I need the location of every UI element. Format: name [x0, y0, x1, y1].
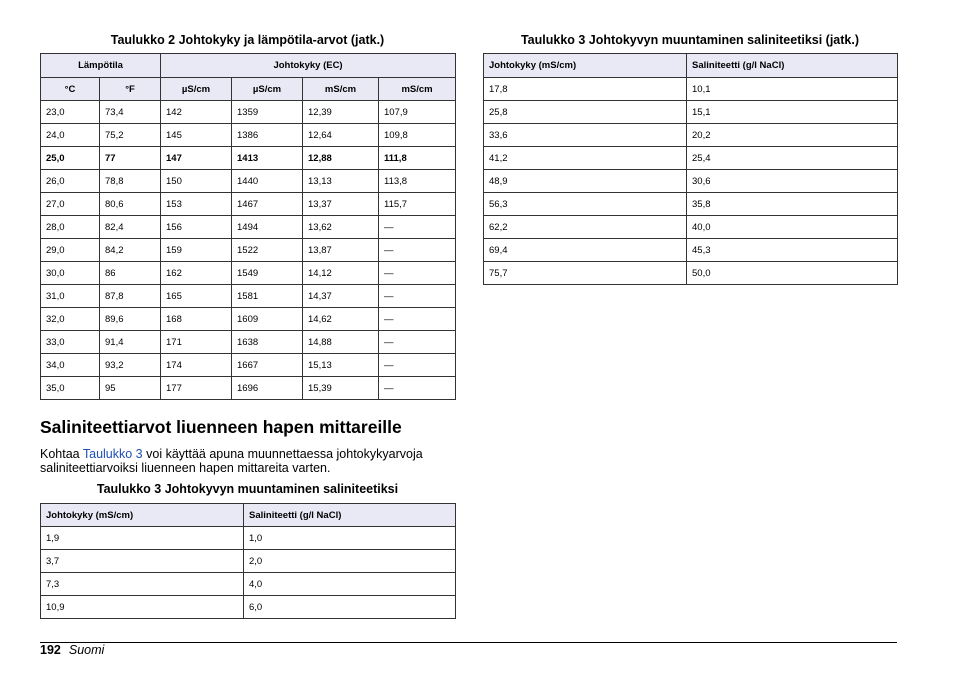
table-cell: 45,3 [687, 239, 898, 262]
table-cell: 1359 [232, 101, 303, 124]
table-cell: 33,6 [484, 124, 687, 147]
table-cell: 115,7 [379, 193, 456, 216]
table-cell: 35,8 [687, 193, 898, 216]
table-cell: 2,0 [244, 550, 456, 573]
table-cell: 1494 [232, 216, 303, 239]
table-row [41, 331, 456, 354]
table-cell: 159 [161, 239, 232, 262]
section-paragraph [40, 447, 460, 475]
table-cell: — [379, 331, 456, 354]
table-cell: 14,62 [303, 308, 379, 331]
table-cell: 174 [161, 354, 232, 377]
table-cell: 13,37 [303, 193, 379, 216]
table-row [484, 193, 898, 216]
table-cell: 24,0 [41, 124, 100, 147]
table-cell: 69,4 [484, 239, 687, 262]
table-cell: 23,0 [41, 101, 100, 124]
table-cell: 40,0 [687, 216, 898, 239]
table-cell: 1667 [232, 354, 303, 377]
table-row [41, 573, 456, 596]
page-number: 192 [40, 643, 61, 657]
table-row [484, 239, 898, 262]
table-cell: 171 [161, 331, 232, 354]
table-row [484, 124, 898, 147]
table-row [41, 596, 456, 619]
column-header: mS/cm [303, 78, 379, 101]
table-cell: 156 [161, 216, 232, 239]
table-cell: 12,88 [303, 147, 379, 170]
table-cell: 111,8 [379, 147, 456, 170]
table-cell: 1638 [232, 331, 303, 354]
table-row [41, 308, 456, 331]
table-cell: — [379, 308, 456, 331]
table-row [41, 101, 456, 124]
column-header: Saliniteetti (g/l NaCl) [687, 54, 898, 78]
table-cell: 147 [161, 147, 232, 170]
table3-link[interactable]: Taulukko 3 [82, 447, 143, 461]
table-cell: 145 [161, 124, 232, 147]
table-row [484, 101, 898, 124]
table-cell: — [379, 354, 456, 377]
table-cell: 62,2 [484, 216, 687, 239]
table-cell: 82,4 [100, 216, 161, 239]
column-header: µS/cm [161, 78, 232, 101]
table-cell: 1467 [232, 193, 303, 216]
table-cell: 95 [100, 377, 161, 400]
table-cell: 15,39 [303, 377, 379, 400]
table3-caption: Taulukko 3 Johtokyvyn muuntaminen saliniteetiksi [96, 482, 399, 496]
table-cell: 1549 [232, 262, 303, 285]
table-cell: 15,1 [687, 101, 898, 124]
table-cell: 78,8 [100, 170, 161, 193]
table-cell: 3,7 [41, 550, 244, 573]
table-row [41, 193, 456, 216]
table-cell: 1522 [232, 239, 303, 262]
table-row [41, 216, 456, 239]
table-row [41, 147, 456, 170]
table-cell: 50,0 [687, 262, 898, 285]
table-cell: 153 [161, 193, 232, 216]
table-cell: 93,2 [100, 354, 161, 377]
table-cell: — [379, 262, 456, 285]
temperature-conductivity-table [40, 53, 456, 400]
paragraph-text-before: Kohtaa [40, 447, 83, 461]
table-cell: 113,8 [379, 170, 456, 193]
page-footer [40, 643, 104, 657]
column-header: °C [41, 78, 100, 101]
table-cell: 91,4 [100, 331, 161, 354]
column-header: µS/cm [232, 78, 303, 101]
table-cell: 20,2 [687, 124, 898, 147]
table-cell: 25,4 [687, 147, 898, 170]
table-cell: 142 [161, 101, 232, 124]
table-cell: 31,0 [41, 285, 100, 308]
table-cell: 7,3 [41, 573, 244, 596]
table-cell: 26,0 [41, 170, 100, 193]
table-cell: — [379, 216, 456, 239]
table-cell: — [379, 285, 456, 308]
table-cell: 29,0 [41, 239, 100, 262]
table-cell: 86 [100, 262, 161, 285]
table-cell: 1696 [232, 377, 303, 400]
table-row [484, 262, 898, 285]
column-header: Johtokyky (mS/cm) [484, 54, 687, 78]
table-cell: 28,0 [41, 216, 100, 239]
table-cell: 1440 [232, 170, 303, 193]
table-cell: 4,0 [244, 573, 456, 596]
footer-rule [40, 642, 897, 643]
table-cell: 1581 [232, 285, 303, 308]
table-cell: 177 [161, 377, 232, 400]
table-cell: 13,87 [303, 239, 379, 262]
table-cell: 30,6 [687, 170, 898, 193]
footer-language: Suomi [68, 643, 105, 657]
table-cell: 15,13 [303, 354, 379, 377]
table-cell: 34,0 [41, 354, 100, 377]
table-row [41, 285, 456, 308]
table-cell: — [379, 377, 456, 400]
table-cell: 75,2 [100, 124, 161, 147]
table-row [41, 239, 456, 262]
table-row [484, 170, 898, 193]
table-cell: 84,2 [100, 239, 161, 262]
table-cell: 33,0 [41, 331, 100, 354]
table3-continued-caption: Taulukko 3 Johtokyvyn muuntaminen saliniteetiksi (jatk.) [520, 33, 860, 47]
table-cell: 89,6 [100, 308, 161, 331]
salinity-table [40, 503, 456, 619]
table-cell: 30,0 [41, 262, 100, 285]
table-cell: 168 [161, 308, 232, 331]
table-row [41, 377, 456, 400]
table-cell: 14,37 [303, 285, 379, 308]
table-row [41, 170, 456, 193]
salinity-table-continued [483, 53, 898, 285]
column-header: mS/cm [379, 78, 456, 101]
table-cell: 27,0 [41, 193, 100, 216]
table-cell: 80,6 [100, 193, 161, 216]
table-row [484, 216, 898, 239]
table-cell: 14,12 [303, 262, 379, 285]
table-cell: 77 [100, 147, 161, 170]
conductivity-group-header: Johtokyky (EC) [161, 54, 456, 78]
table-cell: 162 [161, 262, 232, 285]
table-cell: 10,9 [41, 596, 244, 619]
table-row [41, 124, 456, 147]
table-row [41, 527, 456, 550]
column-header: Johtokyky (mS/cm) [41, 504, 244, 527]
column-header: °F [100, 78, 161, 101]
table-cell: 35,0 [41, 377, 100, 400]
table-cell: 12,64 [303, 124, 379, 147]
table-row [484, 147, 898, 170]
paragraph-text-after: voi käyttää apuna muunnettaessa johtokykyarvoja saliniteettiarvoiksi liuenneen hapen mittareita varten. [40, 447, 423, 475]
column-header: Saliniteetti (g/l NaCl) [244, 504, 456, 527]
table-cell: 56,3 [484, 193, 687, 216]
table-row [41, 354, 456, 377]
table-cell: 1609 [232, 308, 303, 331]
table-cell: 41,2 [484, 147, 687, 170]
table-cell: 17,8 [484, 78, 687, 101]
table-cell: 25,0 [41, 147, 100, 170]
temperature-group-header: Lämpötila [41, 54, 161, 78]
table-cell: 25,8 [484, 101, 687, 124]
table-cell: 12,39 [303, 101, 379, 124]
table-cell: 87,8 [100, 285, 161, 308]
table-cell: 150 [161, 170, 232, 193]
table-row [41, 550, 456, 573]
table-cell: 1,9 [41, 527, 244, 550]
table2-caption: Taulukko 2 Johtokyky ja lämpötila-arvot (jatk.) [110, 33, 385, 47]
table-cell: 165 [161, 285, 232, 308]
table-cell: 14,88 [303, 331, 379, 354]
table-cell: 48,9 [484, 170, 687, 193]
table-cell: 1386 [232, 124, 303, 147]
table-cell: 13,62 [303, 216, 379, 239]
table-cell: 75,7 [484, 262, 687, 285]
section-heading: Saliniteettiarvot liuenneen hapen mittareille [40, 417, 402, 437]
table-cell: 73,4 [100, 101, 161, 124]
table-row [484, 78, 898, 101]
table-cell: 109,8 [379, 124, 456, 147]
table-cell: 10,1 [687, 78, 898, 101]
table-cell: 13,13 [303, 170, 379, 193]
table-cell: 6,0 [244, 596, 456, 619]
table-cell: 1,0 [244, 527, 456, 550]
table-cell: — [379, 239, 456, 262]
table-cell: 32,0 [41, 308, 100, 331]
table-cell: 107,9 [379, 101, 456, 124]
table-row [41, 262, 456, 285]
table-cell: 1413 [232, 147, 303, 170]
